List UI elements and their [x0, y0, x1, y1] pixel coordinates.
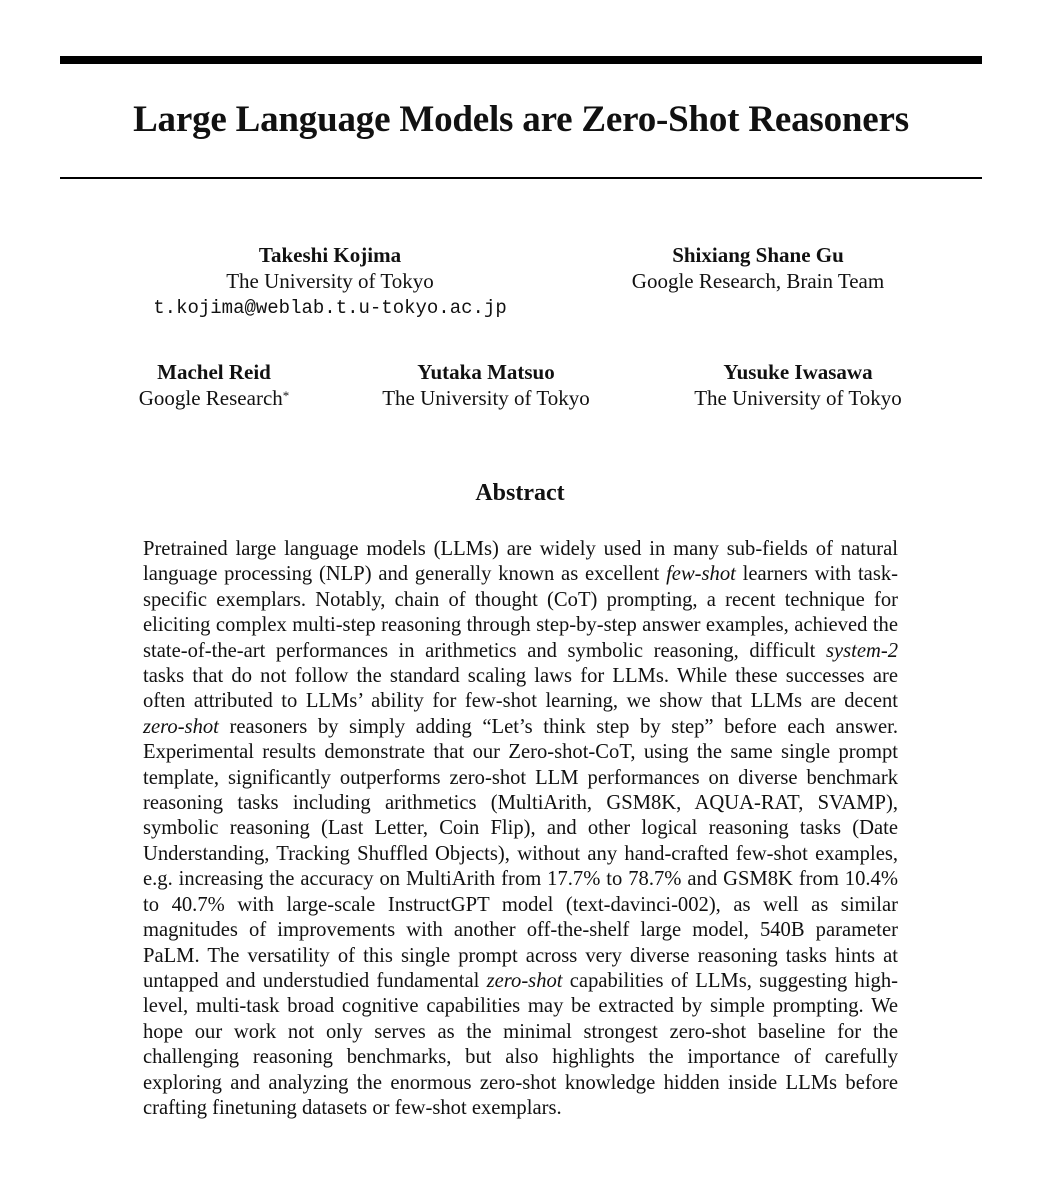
author-matsuo [346, 359, 626, 411]
author-name: Machel Reid [157, 360, 271, 384]
abstract-text: capabilities of LLMs, suggesting high-level, multi-task broad cognitive capabilities may be extracted by simple prompting. We hope our work not only serves as the minimal strongest zero-shot baseline for the challenging reasoning benchmarks, but also highlights the importance of carefully exploring and analyzing the enormous zero-shot knowledge hidden inside LLMs before crafting finetuning datasets or few-shot exemplars. [143, 969, 899, 1119]
abstract-text: learners with task-specific exemplars. Notably, chain of thought (CoT) prompting, a recent technique for eliciting complex multi-step reasoning through step-by-step answer examples, achieved the state-of-the-art performances in arithmetics and symbolic reasoning, difficult [143, 563, 898, 662]
paper-title: Large Language Models are Zero-Shot Reasoners [133, 99, 909, 140]
author-affiliation: The University of Tokyo [382, 386, 590, 410]
author-affiliation: The University of Tokyo [226, 269, 434, 293]
abstract-emphasis: few-shot [666, 563, 736, 586]
abstract-emphasis: system-2 [825, 639, 898, 662]
author-name: Yusuke Iwasawa [723, 360, 873, 384]
abstract-text: reasoners by simply adding “Let’s think step by step” before each answer. Experimental results demonstrate that our Zero-shot-CoT, using the same single prompt template, significantly outperforms zero-shot LLM performances on diverse benchmark reasoning tasks including arithmetics (MultiArith, GSM8K, AQUA-RAT, SVAMP), symbolic reasoning (Last Letter, Coin Flip), and other logical reasoning tasks (Date Understanding, Tracking Shuffled Objects), without any hand-crafted few-shot examples, e.g. increasing the accuracy on MultiArith from 17.7% to 78.7% and GSM8K from 10.4% to 40.7% with large-scale InstructGPT model (text-davinci-002), as well as similar magnitudes of improvements with another off-the-shelf large model, 540B parameter PaLM. The versatility of this single prompt across very diverse reasoning tasks hints at untapped and understudied fundamental [143, 715, 898, 992]
author-affiliation: Google Research [138, 386, 283, 410]
abstract-heading: Abstract [475, 480, 565, 506]
abstract-text: Pretrained large language models (LLMs) are widely used in many sub-fields of natural language processing (NLP) and generally known as excellent [143, 538, 898, 586]
author-reid [104, 359, 324, 411]
author-affiliation-line [104, 385, 324, 411]
author-affiliation: The University of Tokyo [694, 386, 902, 410]
abstract-emphasis: zero-shot [486, 969, 563, 992]
title-rule-top [60, 56, 982, 64]
footnote-mark: * [282, 388, 290, 403]
author-iwasawa [658, 359, 938, 411]
author-gu [588, 242, 928, 294]
author-affiliation: Google Research, Brain Team [631, 269, 885, 293]
author-name: Shixiang Shane Gu [672, 243, 844, 267]
author-name: Takeshi Kojima [258, 243, 402, 267]
author-name: Yutaka Matsuo [417, 360, 555, 384]
author-email[interactable]: t.kojima@weblab.t.u-tokyo.ac.jp [153, 297, 507, 319]
abstract-text: tasks that do not follow the standard scaling laws for LLMs. While these successes are often attributed to LLMs’ ability for few-shot learning, we show that LLMs are decent [143, 665, 898, 713]
abstract-emphasis: zero-shot [143, 715, 219, 738]
author-kojima [110, 242, 550, 322]
abstract-body [143, 537, 898, 1121]
title-rule-bottom [60, 177, 982, 179]
